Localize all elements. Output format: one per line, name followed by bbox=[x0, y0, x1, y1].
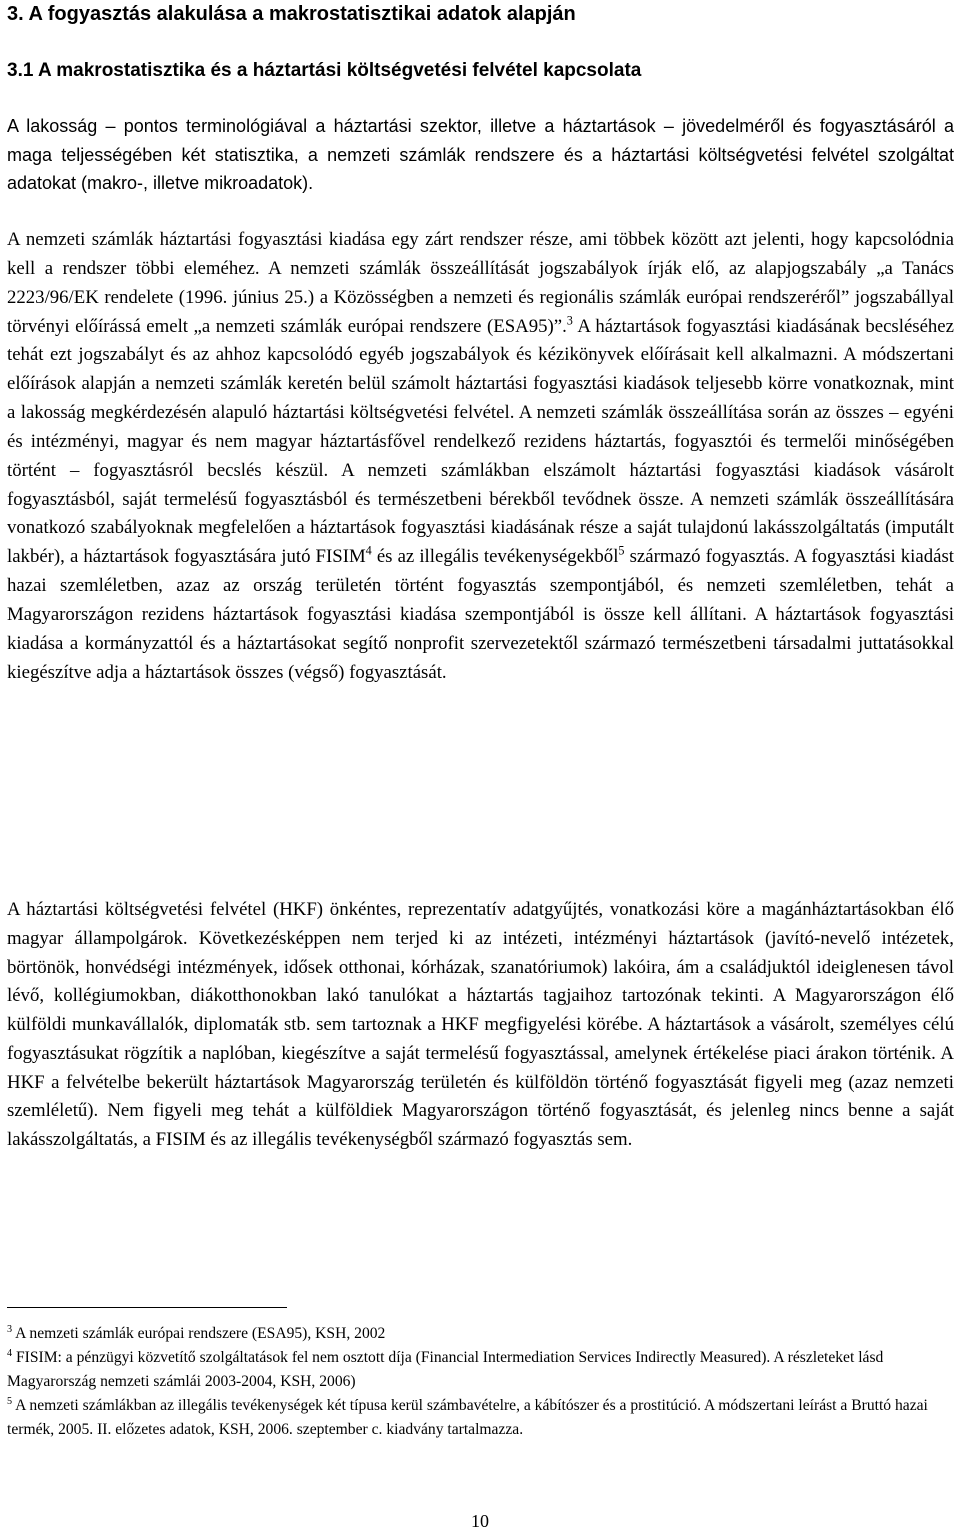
footnote-3 bbox=[7, 1322, 954, 1346]
footnote-marker: 3 bbox=[7, 1323, 13, 1335]
footnote-separator bbox=[7, 1307, 287, 1308]
paragraph-text: származó fogyasztás. A fogyasztási kiadást hazai szemléletben, azaz az ország területén történt fogyasztás szempontjából, és nemzeti szemléletben, tehát a Magyarországon rezidens háztartások fogyasztási kiadása szempontjából is össze kell állítani. A háztartások fogyasztási kiadása a kormányzattól és a háztartásokat segítő nonprofit szervezetektől származó természetbeni társadalmi juttatásokkal kiegészítve adja a háztartások összes (végső) fogyasztását. bbox=[7, 546, 954, 683]
footnote-marker: 4 bbox=[7, 1347, 13, 1359]
footnote-ref-5[interactable]: 5 bbox=[618, 544, 625, 559]
paragraph-text: A háztartások fogyasztási kiadásának becsléséhez tehát ezt jogszabályt és az ahhoz kapcsolódó egyéb jogszabályok és kézikönyvek előírásait kell alkalmazni. A módszertani előírások alapján a nemzeti számlák keretén belül számolt háztartási fogyasztási kiadások teljesebb körre vonatkoznak, mint a lakosság megkérdezésén alapuló háztartási költségvetési felvétel. A nemzeti számlák összeállítása során az összes – egyéni és intézményi, magyar és nem magyar háztartásfővel rendelkező rezidens háztartás, fogyasztói és termelői minőségében történt – fogyasztásról becslés készül. A nemzeti számlákban elszámolt háztartási fogyasztási kiadások vásárolt fogyasztásból, saját termelésű fogyasztásból és természetbeni bérekből tevődnek össze. A nemzeti számlák összeállítására vonatkozó szabályoknak megfelelően a háztartások fogyasztási kiadásának része a saját tulajdonú lakásszolgáltatás (imputált lakbér), a háztartások fogyasztására jutó FISIM bbox=[7, 315, 954, 568]
footnote-text: FISIM: a pénzügyi közvetítő szolgáltatások fel nem osztott díja (Financial Intermediation Services Indirectly Measured). A részleteket lásd Magyarország nemzeti számlái 2003-2004, KSH, 2006) bbox=[7, 1349, 884, 1390]
page-number: 10 bbox=[471, 1511, 489, 1531]
paragraph-national-accounts bbox=[7, 226, 954, 688]
footnote-marker: 5 bbox=[7, 1395, 13, 1407]
footnote-text: A nemzeti számlák európai rendszere (ESA95), KSH, 2002 bbox=[12, 1325, 386, 1342]
paragraph-intro: A lakosság – pontos terminológiával a háztartási szektor, illetve a háztartások – jövedelméről és fogyasztásáról a maga teljességében két statisztika, a nemzeti számlák rendszere és a háztartási költségvetési felvétel szolgáltat adatokat (makro-, illetve mikroadatok). bbox=[7, 116, 954, 193]
footnote-5 bbox=[7, 1394, 954, 1442]
footnote-ref-3[interactable]: 3 bbox=[566, 313, 573, 328]
subsection-heading: 3.1 A makrostatisztika és a háztartási költségvetési felvétel kapcsolata bbox=[7, 60, 642, 81]
footnote-ref-4[interactable]: 4 bbox=[365, 544, 372, 559]
footnote-text: A nemzeti számlákban az illegális tevékenységek két típusa kerül számbavételre, a kábítószer és a prostitúció. A módszertani leírást a Bruttó hazai termék, 2005. II. előzetes adatok, KSH, 2006. szeptember c. kiadvány tartalmazza. bbox=[7, 1397, 928, 1438]
paragraph-text: A nemzeti számlák háztartási fogyasztási kiadása egy zárt rendszer része, ami többek között azt jelenti, hogy kapcsolódnia kell a rendszer többi eleméhez. A nemzeti számlák összeállítását jogszabályok írják elő, az alapjogszabály „a Tanács 2223/96/EK rendelete (1996. június 25.) a Közösségben a nemzeti és regionális számlák európai rendszeréről” jogszabállyal törvényi előírássá emelt „a nemzeti számlák európai rendszere (ESA95)”. bbox=[7, 229, 954, 337]
paragraph-household-survey: A háztartási költségvetési felvétel (HKF) önkéntes, reprezentatív adatgyűjtés, vonatkozási köre a magánháztartásokban élő magyar állampolgárok. Következésképpen nem terjed ki az intézeti, intézményi háztartások (javító-nevelő intézetek, börtönök, honvédségi intézmények, idősek otthonai, kórházak, szanatóriumok) lakóira, ám a családjuktól ideiglenesen távol lévő, kollégiumokban, diákotthonokban lakó tanulókat a háztartás tagjaihoz tartozónak tekinti. A Magyarországon élő külföldi munkavállalók, diplomaták stb. sem tartoznak a HKF megfigyelési körébe. A háztartások a vásárolt, személyes célú fogyasztásukat rögzítik a naplóban, kiegészítve a saját termelésű fogyasztással, amelynek értékelése piaci árakon történik. A HKF a felvételbe bekerült háztartások Magyarország területén és külföldön történő fogyasztását figyeli meg (azaz nemzeti szemléletű). Nem figyeli meg tehát a külföldiek Magyarországon történő fogyasztását, és jelenleg nincs benne a saját lakásszolgáltatás, a FISIM és az illegális tevékenységből származó fogyasztás sem. bbox=[7, 899, 954, 1150]
paragraph-text: és az illegális tevékenységekből bbox=[371, 546, 619, 568]
section-heading: 3. A fogyasztás alakulása a makrostatisztikai adatok alapján bbox=[7, 3, 576, 25]
footnote-4 bbox=[7, 1346, 954, 1394]
